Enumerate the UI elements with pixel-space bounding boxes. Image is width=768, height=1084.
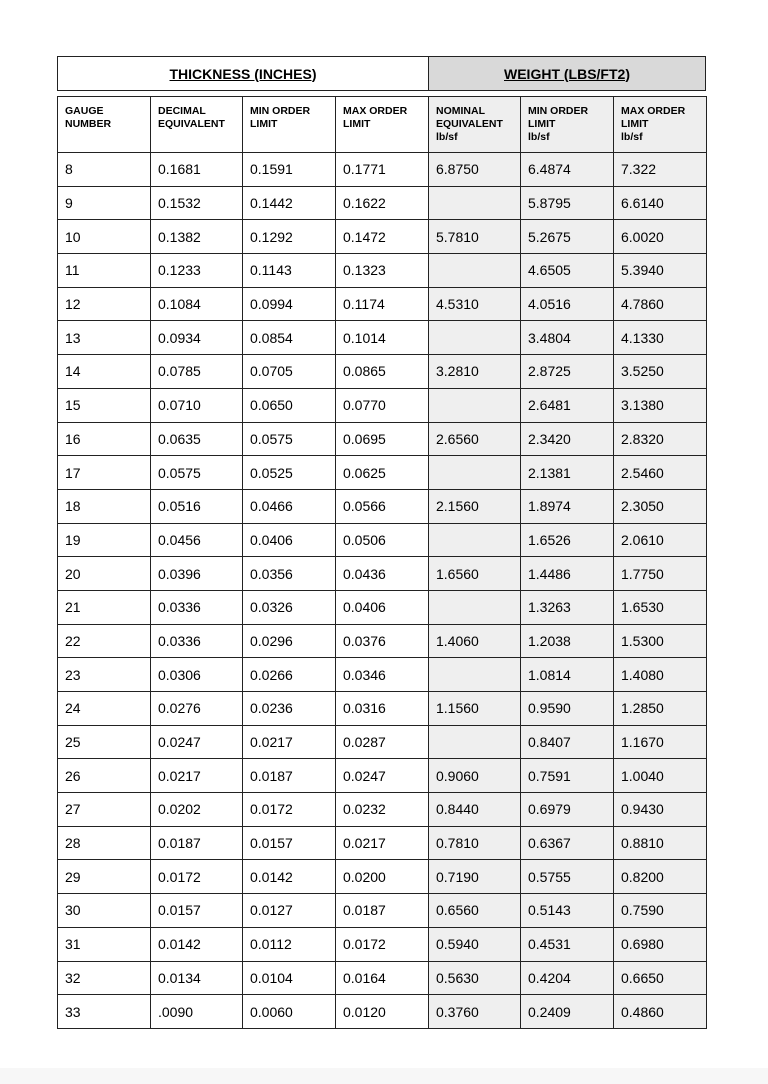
cell-max-order-limit-in: 0.0376 bbox=[336, 624, 429, 658]
cell-max-order-limit-in: 0.0287 bbox=[336, 725, 429, 759]
cell-max-order-limit-in: 0.1014 bbox=[336, 321, 429, 355]
cell-min-order-limit-lb: 0.5755 bbox=[521, 860, 614, 894]
cell-nominal-equivalent bbox=[429, 254, 521, 288]
thickness-section-header bbox=[58, 57, 429, 91]
cell-nominal-equivalent: 2.1560 bbox=[429, 489, 521, 523]
gauge-table bbox=[57, 96, 707, 1029]
cell-min-order-limit-in: 0.0650 bbox=[243, 388, 336, 422]
cell-min-order-limit-in: 0.0112 bbox=[243, 927, 336, 961]
cell-decimal-equivalent: 0.0187 bbox=[151, 826, 243, 860]
cell-max-order-limit-in: 0.0187 bbox=[336, 894, 429, 928]
cell-min-order-limit-lb: 0.2409 bbox=[521, 995, 614, 1029]
cell-min-order-limit-lb: 1.4486 bbox=[521, 557, 614, 591]
cell-max-order-limit-lb: 1.2850 bbox=[614, 692, 707, 726]
cell-decimal-equivalent: 0.0157 bbox=[151, 894, 243, 928]
cell-min-order-limit-lb: 2.3420 bbox=[521, 422, 614, 456]
cell-max-order-limit-in: 0.0316 bbox=[336, 692, 429, 726]
cell-gauge-number: 32 bbox=[58, 961, 151, 995]
cell-max-order-limit-lb: 0.6980 bbox=[614, 927, 707, 961]
cell-nominal-equivalent: 1.6560 bbox=[429, 557, 521, 591]
cell-min-order-limit-lb: 0.9590 bbox=[521, 692, 614, 726]
cell-gauge-number: 22 bbox=[58, 624, 151, 658]
cell-max-order-limit-in: 0.0247 bbox=[336, 759, 429, 793]
cell-nominal-equivalent bbox=[429, 590, 521, 624]
cell-max-order-limit-lb: 3.5250 bbox=[614, 355, 707, 389]
cell-decimal-equivalent: 0.0934 bbox=[151, 321, 243, 355]
cell-decimal-equivalent: 0.0575 bbox=[151, 456, 243, 490]
table-row bbox=[58, 894, 707, 928]
cell-nominal-equivalent: 1.1560 bbox=[429, 692, 521, 726]
cell-max-order-limit-lb: 2.5460 bbox=[614, 456, 707, 490]
cell-gauge-number: 10 bbox=[58, 220, 151, 254]
column-header-unit: lb/sf bbox=[621, 131, 643, 143]
column-header-nominal-equivalent bbox=[429, 97, 521, 153]
cell-decimal-equivalent: 0.0456 bbox=[151, 523, 243, 557]
cell-gauge-number: 25 bbox=[58, 725, 151, 759]
cell-min-order-limit-in: 0.0705 bbox=[243, 355, 336, 389]
cell-decimal-equivalent: 0.1681 bbox=[151, 153, 243, 187]
cell-min-order-limit-in: 0.0326 bbox=[243, 590, 336, 624]
table-row bbox=[58, 557, 707, 591]
column-header-unit: lb/sf bbox=[528, 131, 550, 143]
table-row bbox=[58, 186, 707, 220]
cell-min-order-limit-in: 0.1591 bbox=[243, 153, 336, 187]
table-row bbox=[58, 355, 707, 389]
column-header-unit: lb/sf bbox=[436, 131, 458, 143]
cell-max-order-limit-lb: 0.8200 bbox=[614, 860, 707, 894]
table-row bbox=[58, 995, 707, 1029]
cell-nominal-equivalent bbox=[429, 186, 521, 220]
cell-min-order-limit-in: 0.1143 bbox=[243, 254, 336, 288]
cell-max-order-limit-in: 0.0406 bbox=[336, 590, 429, 624]
cell-min-order-limit-in: 0.0236 bbox=[243, 692, 336, 726]
column-header-line2: NUMBER bbox=[65, 118, 112, 130]
cell-nominal-equivalent bbox=[429, 658, 521, 692]
cell-min-order-limit-in: 0.0217 bbox=[243, 725, 336, 759]
cell-min-order-limit-lb: 1.2038 bbox=[521, 624, 614, 658]
cell-decimal-equivalent: 0.0306 bbox=[151, 658, 243, 692]
cell-gauge-number: 26 bbox=[58, 759, 151, 793]
cell-max-order-limit-lb: 1.5300 bbox=[614, 624, 707, 658]
column-header-max-order-limit-in bbox=[336, 97, 429, 153]
cell-min-order-limit-lb: 0.4531 bbox=[521, 927, 614, 961]
cell-max-order-limit-lb: 2.0610 bbox=[614, 523, 707, 557]
cell-decimal-equivalent: 0.1532 bbox=[151, 186, 243, 220]
cell-min-order-limit-in: 0.0157 bbox=[243, 826, 336, 860]
cell-max-order-limit-in: 0.0436 bbox=[336, 557, 429, 591]
cell-max-order-limit-lb: 7.322 bbox=[614, 153, 707, 187]
table-row bbox=[58, 826, 707, 860]
table-row bbox=[58, 220, 707, 254]
table-row bbox=[58, 523, 707, 557]
cell-min-order-limit-lb: 5.2675 bbox=[521, 220, 614, 254]
cell-min-order-limit-in: 0.0142 bbox=[243, 860, 336, 894]
cell-decimal-equivalent: 0.0710 bbox=[151, 388, 243, 422]
cell-min-order-limit-lb: 1.6526 bbox=[521, 523, 614, 557]
cell-min-order-limit-lb: 1.0814 bbox=[521, 658, 614, 692]
cell-min-order-limit-lb: 1.8974 bbox=[521, 489, 614, 523]
cell-gauge-number: 28 bbox=[58, 826, 151, 860]
cell-max-order-limit-lb: 4.7860 bbox=[614, 287, 707, 321]
cell-max-order-limit-in: 0.0164 bbox=[336, 961, 429, 995]
cell-gauge-number: 18 bbox=[58, 489, 151, 523]
cell-decimal-equivalent: 0.1233 bbox=[151, 254, 243, 288]
cell-max-order-limit-in: 0.0566 bbox=[336, 489, 429, 523]
cell-gauge-number: 8 bbox=[58, 153, 151, 187]
cell-max-order-limit-in: 0.0200 bbox=[336, 860, 429, 894]
cell-nominal-equivalent: 6.8750 bbox=[429, 153, 521, 187]
cell-min-order-limit-in: 0.0466 bbox=[243, 489, 336, 523]
cell-min-order-limit-lb: 6.4874 bbox=[521, 153, 614, 187]
cell-gauge-number: 15 bbox=[58, 388, 151, 422]
table-row bbox=[58, 860, 707, 894]
column-header-line1: MAX ORDER bbox=[621, 105, 686, 117]
section-header-row bbox=[58, 57, 706, 91]
cell-max-order-limit-in: 0.0695 bbox=[336, 422, 429, 456]
cell-decimal-equivalent: 0.0202 bbox=[151, 793, 243, 827]
cell-max-order-limit-lb: 0.8810 bbox=[614, 826, 707, 860]
cell-min-order-limit-in: 0.0296 bbox=[243, 624, 336, 658]
cell-max-order-limit-lb: 6.0020 bbox=[614, 220, 707, 254]
cell-max-order-limit-in: 0.1174 bbox=[336, 287, 429, 321]
cell-min-order-limit-lb: 0.5143 bbox=[521, 894, 614, 928]
cell-max-order-limit-in: 0.1472 bbox=[336, 220, 429, 254]
column-header-decimal-equivalent bbox=[151, 97, 243, 153]
table-row bbox=[58, 590, 707, 624]
cell-decimal-equivalent: 0.0336 bbox=[151, 624, 243, 658]
cell-min-order-limit-in: 0.1442 bbox=[243, 186, 336, 220]
cell-min-order-limit-in: 0.0266 bbox=[243, 658, 336, 692]
cell-gauge-number: 21 bbox=[58, 590, 151, 624]
table-row bbox=[58, 456, 707, 490]
column-header-row bbox=[58, 97, 707, 153]
column-header-max-order-limit-lb bbox=[614, 97, 707, 153]
cell-max-order-limit-lb: 0.9430 bbox=[614, 793, 707, 827]
cell-min-order-limit-lb: 0.6979 bbox=[521, 793, 614, 827]
cell-max-order-limit-lb: 1.4080 bbox=[614, 658, 707, 692]
cell-max-order-limit-in: 0.1622 bbox=[336, 186, 429, 220]
cell-max-order-limit-lb: 3.1380 bbox=[614, 388, 707, 422]
cell-min-order-limit-lb: 4.6505 bbox=[521, 254, 614, 288]
cell-decimal-equivalent: 0.0172 bbox=[151, 860, 243, 894]
cell-max-order-limit-lb: 2.3050 bbox=[614, 489, 707, 523]
cell-decimal-equivalent: 0.0396 bbox=[151, 557, 243, 591]
cell-min-order-limit-in: 0.0525 bbox=[243, 456, 336, 490]
weight-section-label: WEIGHT (LBS/FT2) bbox=[504, 65, 630, 82]
table-row bbox=[58, 961, 707, 995]
cell-gauge-number: 12 bbox=[58, 287, 151, 321]
cell-min-order-limit-in: 0.0187 bbox=[243, 759, 336, 793]
cell-min-order-limit-lb: 0.8407 bbox=[521, 725, 614, 759]
table-row bbox=[58, 658, 707, 692]
cell-min-order-limit-lb: 3.4804 bbox=[521, 321, 614, 355]
cell-gauge-number: 33 bbox=[58, 995, 151, 1029]
table-row bbox=[58, 793, 707, 827]
column-header-line1: MIN ORDER bbox=[250, 105, 311, 117]
cell-min-order-limit-lb: 4.0516 bbox=[521, 287, 614, 321]
column-header-line2: EQUIVALENT bbox=[436, 118, 503, 130]
column-header-line2: LIMIT bbox=[528, 118, 556, 130]
cell-max-order-limit-in: 0.0172 bbox=[336, 927, 429, 961]
cell-decimal-equivalent: 0.0516 bbox=[151, 489, 243, 523]
cell-max-order-limit-lb: 1.6530 bbox=[614, 590, 707, 624]
cell-decimal-equivalent: 0.0134 bbox=[151, 961, 243, 995]
cell-gauge-number: 30 bbox=[58, 894, 151, 928]
table-row bbox=[58, 254, 707, 288]
column-header-min-order-limit-in bbox=[243, 97, 336, 153]
cell-max-order-limit-lb: 1.1670 bbox=[614, 725, 707, 759]
cell-nominal-equivalent bbox=[429, 725, 521, 759]
cell-nominal-equivalent bbox=[429, 456, 521, 490]
table-row bbox=[58, 624, 707, 658]
cell-max-order-limit-in: 0.0232 bbox=[336, 793, 429, 827]
cell-gauge-number: 14 bbox=[58, 355, 151, 389]
table-row bbox=[58, 287, 707, 321]
page-bottom-band bbox=[0, 1068, 768, 1084]
cell-max-order-limit-in: 0.0346 bbox=[336, 658, 429, 692]
cell-min-order-limit-lb: 0.6367 bbox=[521, 826, 614, 860]
cell-decimal-equivalent: 0.1084 bbox=[151, 287, 243, 321]
cell-gauge-number: 20 bbox=[58, 557, 151, 591]
cell-max-order-limit-lb: 1.0040 bbox=[614, 759, 707, 793]
cell-gauge-number: 16 bbox=[58, 422, 151, 456]
table-row bbox=[58, 692, 707, 726]
table-body bbox=[58, 153, 707, 1029]
cell-min-order-limit-in: 0.0356 bbox=[243, 557, 336, 591]
cell-min-order-limit-lb: 1.3263 bbox=[521, 590, 614, 624]
column-header-gauge-number bbox=[58, 97, 151, 153]
cell-max-order-limit-in: 0.1771 bbox=[336, 153, 429, 187]
cell-max-order-limit-lb: 0.7590 bbox=[614, 894, 707, 928]
cell-gauge-number: 29 bbox=[58, 860, 151, 894]
weight-section-header bbox=[429, 57, 706, 91]
cell-nominal-equivalent: 4.5310 bbox=[429, 287, 521, 321]
column-header-line2: LIMIT bbox=[621, 118, 649, 130]
cell-min-order-limit-in: 0.0060 bbox=[243, 995, 336, 1029]
table-row bbox=[58, 153, 707, 187]
cell-decimal-equivalent: 0.0142 bbox=[151, 927, 243, 961]
cell-nominal-equivalent: 1.4060 bbox=[429, 624, 521, 658]
cell-max-order-limit-in: 0.0625 bbox=[336, 456, 429, 490]
cell-decimal-equivalent: 0.0635 bbox=[151, 422, 243, 456]
cell-max-order-limit-lb: 0.6650 bbox=[614, 961, 707, 995]
cell-nominal-equivalent: 0.3760 bbox=[429, 995, 521, 1029]
section-header-table bbox=[57, 56, 706, 91]
cell-max-order-limit-in: 0.0217 bbox=[336, 826, 429, 860]
cell-max-order-limit-lb: 2.8320 bbox=[614, 422, 707, 456]
table-row bbox=[58, 489, 707, 523]
cell-gauge-number: 31 bbox=[58, 927, 151, 961]
cell-nominal-equivalent: 2.6560 bbox=[429, 422, 521, 456]
cell-min-order-limit-lb: 2.1381 bbox=[521, 456, 614, 490]
column-header-line2: LIMIT bbox=[343, 118, 371, 130]
cell-decimal-equivalent: 0.0247 bbox=[151, 725, 243, 759]
cell-min-order-limit-in: 0.0994 bbox=[243, 287, 336, 321]
thickness-section-label: THICKNESS (INCHES) bbox=[169, 65, 317, 82]
cell-min-order-limit-lb: 2.8725 bbox=[521, 355, 614, 389]
cell-gauge-number: 24 bbox=[58, 692, 151, 726]
cell-min-order-limit-lb: 2.6481 bbox=[521, 388, 614, 422]
column-header-line2: LIMIT bbox=[250, 118, 278, 130]
cell-max-order-limit-in: 0.0120 bbox=[336, 995, 429, 1029]
cell-min-order-limit-lb: 0.4204 bbox=[521, 961, 614, 995]
column-header-line1: MIN ORDER bbox=[528, 105, 589, 117]
column-header-line1: NOMINAL bbox=[436, 105, 485, 117]
column-header-line1: GAUGE bbox=[65, 105, 104, 117]
table-row bbox=[58, 927, 707, 961]
cell-gauge-number: 11 bbox=[58, 254, 151, 288]
cell-gauge-number: 23 bbox=[58, 658, 151, 692]
cell-gauge-number: 19 bbox=[58, 523, 151, 557]
cell-decimal-equivalent: 0.1382 bbox=[151, 220, 243, 254]
table-row bbox=[58, 725, 707, 759]
cell-min-order-limit-in: 0.0575 bbox=[243, 422, 336, 456]
table-row bbox=[58, 422, 707, 456]
cell-min-order-limit-in: 0.0104 bbox=[243, 961, 336, 995]
cell-nominal-equivalent bbox=[429, 321, 521, 355]
column-header-line1: DECIMAL bbox=[158, 105, 206, 117]
cell-nominal-equivalent: 0.5630 bbox=[429, 961, 521, 995]
cell-min-order-limit-lb: 0.7591 bbox=[521, 759, 614, 793]
cell-decimal-equivalent: .0090 bbox=[151, 995, 243, 1029]
cell-max-order-limit-lb: 6.6140 bbox=[614, 186, 707, 220]
cell-nominal-equivalent: 0.8440 bbox=[429, 793, 521, 827]
cell-gauge-number: 27 bbox=[58, 793, 151, 827]
cell-min-order-limit-in: 0.0406 bbox=[243, 523, 336, 557]
cell-nominal-equivalent: 0.7190 bbox=[429, 860, 521, 894]
cell-max-order-limit-in: 0.1323 bbox=[336, 254, 429, 288]
cell-min-order-limit-in: 0.0854 bbox=[243, 321, 336, 355]
cell-decimal-equivalent: 0.0785 bbox=[151, 355, 243, 389]
cell-decimal-equivalent: 0.0336 bbox=[151, 590, 243, 624]
cell-min-order-limit-in: 0.0172 bbox=[243, 793, 336, 827]
cell-max-order-limit-in: 0.0506 bbox=[336, 523, 429, 557]
cell-min-order-limit-in: 0.1292 bbox=[243, 220, 336, 254]
cell-nominal-equivalent: 0.6560 bbox=[429, 894, 521, 928]
cell-nominal-equivalent bbox=[429, 523, 521, 557]
cell-gauge-number: 17 bbox=[58, 456, 151, 490]
cell-nominal-equivalent: 0.9060 bbox=[429, 759, 521, 793]
cell-max-order-limit-lb: 4.1330 bbox=[614, 321, 707, 355]
cell-max-order-limit-lb: 5.3940 bbox=[614, 254, 707, 288]
cell-decimal-equivalent: 0.0276 bbox=[151, 692, 243, 726]
cell-max-order-limit-in: 0.0770 bbox=[336, 388, 429, 422]
column-header-line2: EQUIVALENT bbox=[158, 118, 225, 130]
cell-nominal-equivalent: 0.7810 bbox=[429, 826, 521, 860]
cell-gauge-number: 9 bbox=[58, 186, 151, 220]
table-row bbox=[58, 388, 707, 422]
cell-max-order-limit-lb: 1.7750 bbox=[614, 557, 707, 591]
table-row bbox=[58, 321, 707, 355]
cell-nominal-equivalent bbox=[429, 388, 521, 422]
cell-gauge-number: 13 bbox=[58, 321, 151, 355]
column-header-line1: MAX ORDER bbox=[343, 105, 408, 117]
table-row bbox=[58, 759, 707, 793]
cell-decimal-equivalent: 0.0217 bbox=[151, 759, 243, 793]
cell-nominal-equivalent: 0.5940 bbox=[429, 927, 521, 961]
cell-max-order-limit-in: 0.0865 bbox=[336, 355, 429, 389]
column-header-min-order-limit-lb bbox=[521, 97, 614, 153]
cell-nominal-equivalent: 3.2810 bbox=[429, 355, 521, 389]
cell-max-order-limit-lb: 0.4860 bbox=[614, 995, 707, 1029]
cell-min-order-limit-lb: 5.8795 bbox=[521, 186, 614, 220]
cell-min-order-limit-in: 0.0127 bbox=[243, 894, 336, 928]
cell-nominal-equivalent: 5.7810 bbox=[429, 220, 521, 254]
